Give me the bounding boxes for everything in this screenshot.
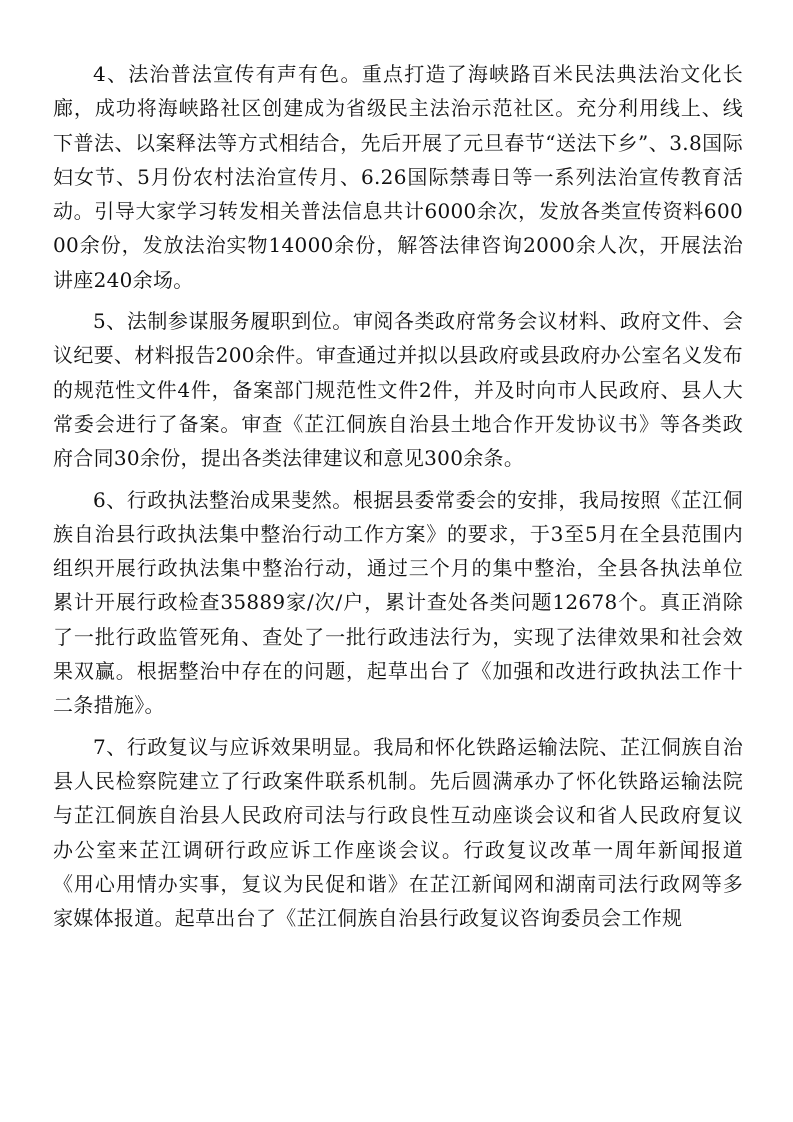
paragraph-legal-publicity: 4、法治普法宣传有声有色。重点打造了海峡路百米民法典法治文化长廊，成功将海峡路社区创建成为省级民主法治示范社区。充分利用线上、线下普法、以案释法等方式相结合，先后开展了元旦春节“送法下乡”、3.8国际妇女节、5月份农村法治宣传月、6.26国际禁毒日等一系列法治宣传教育活动。引导大家学习转发相关普法信息共计6000余次，发放各类宣传资料60000余份，发放法治实物14000余份，解答法律咨询2000余人次，开展法治讲座240余场。 [53,62,743,292]
paragraph-administrative-review: 7、行政复议与应诉效果明显。我局和怀化铁路运输法院、芷江侗族自治县人民检察院建立了行政案件联系机制。先后圆满承办了怀化铁路运输法院与芷江侗族自治县人民政府司法与行政良性互动座谈会议和省人民政府复议办公室来芷江调研行政应诉工作座谈会议。行政复议改革一周年新闻报道《用心用情办实事，复议为民促和谐》在芷江新闻网和湖南司法行政网等多家媒体报道。起草出台了《芷江侗族自治县行政复议咨询委员会工作规 [53,734,743,931]
paragraph-legal-advisory: 5、法制参谋服务履职到位。审阅各类政府常务会议材料、政府文件、会议纪要、材料报告200余件。审查通过并拟以县政府或县政府办公室名义发布的规范性文件4件，备案部门规范性文件2件，并及时向市人民政府、县人大常委会进行了备案。审查《芷江侗族自治县土地合作开发协议书》等各类政府合同30余份，提出各类法律建议和意见300余条。 [53,309,743,471]
document-body [53,57,743,935]
paragraph-enforcement-rectification: 6、行政执法整治成果斐然。根据县委常委会的安排，我局按照《芷江侗族自治县行政执法集中整治行动工作方案》的要求，于3至5月在全县范围内组织开展行政执法集中整治行动，通过三个月的集中整治，全县各执法单位累计开展行政检查35889家/次/户，累计查处各类问题12678个。真正消除了一批行政监管死角、查处了一批行政违法行为，实现了法律效果和社会效果双赢。根据整治中存在的问题，起草出台了《加强和改进行政执法工作十二条措施》。 [53,487,743,718]
